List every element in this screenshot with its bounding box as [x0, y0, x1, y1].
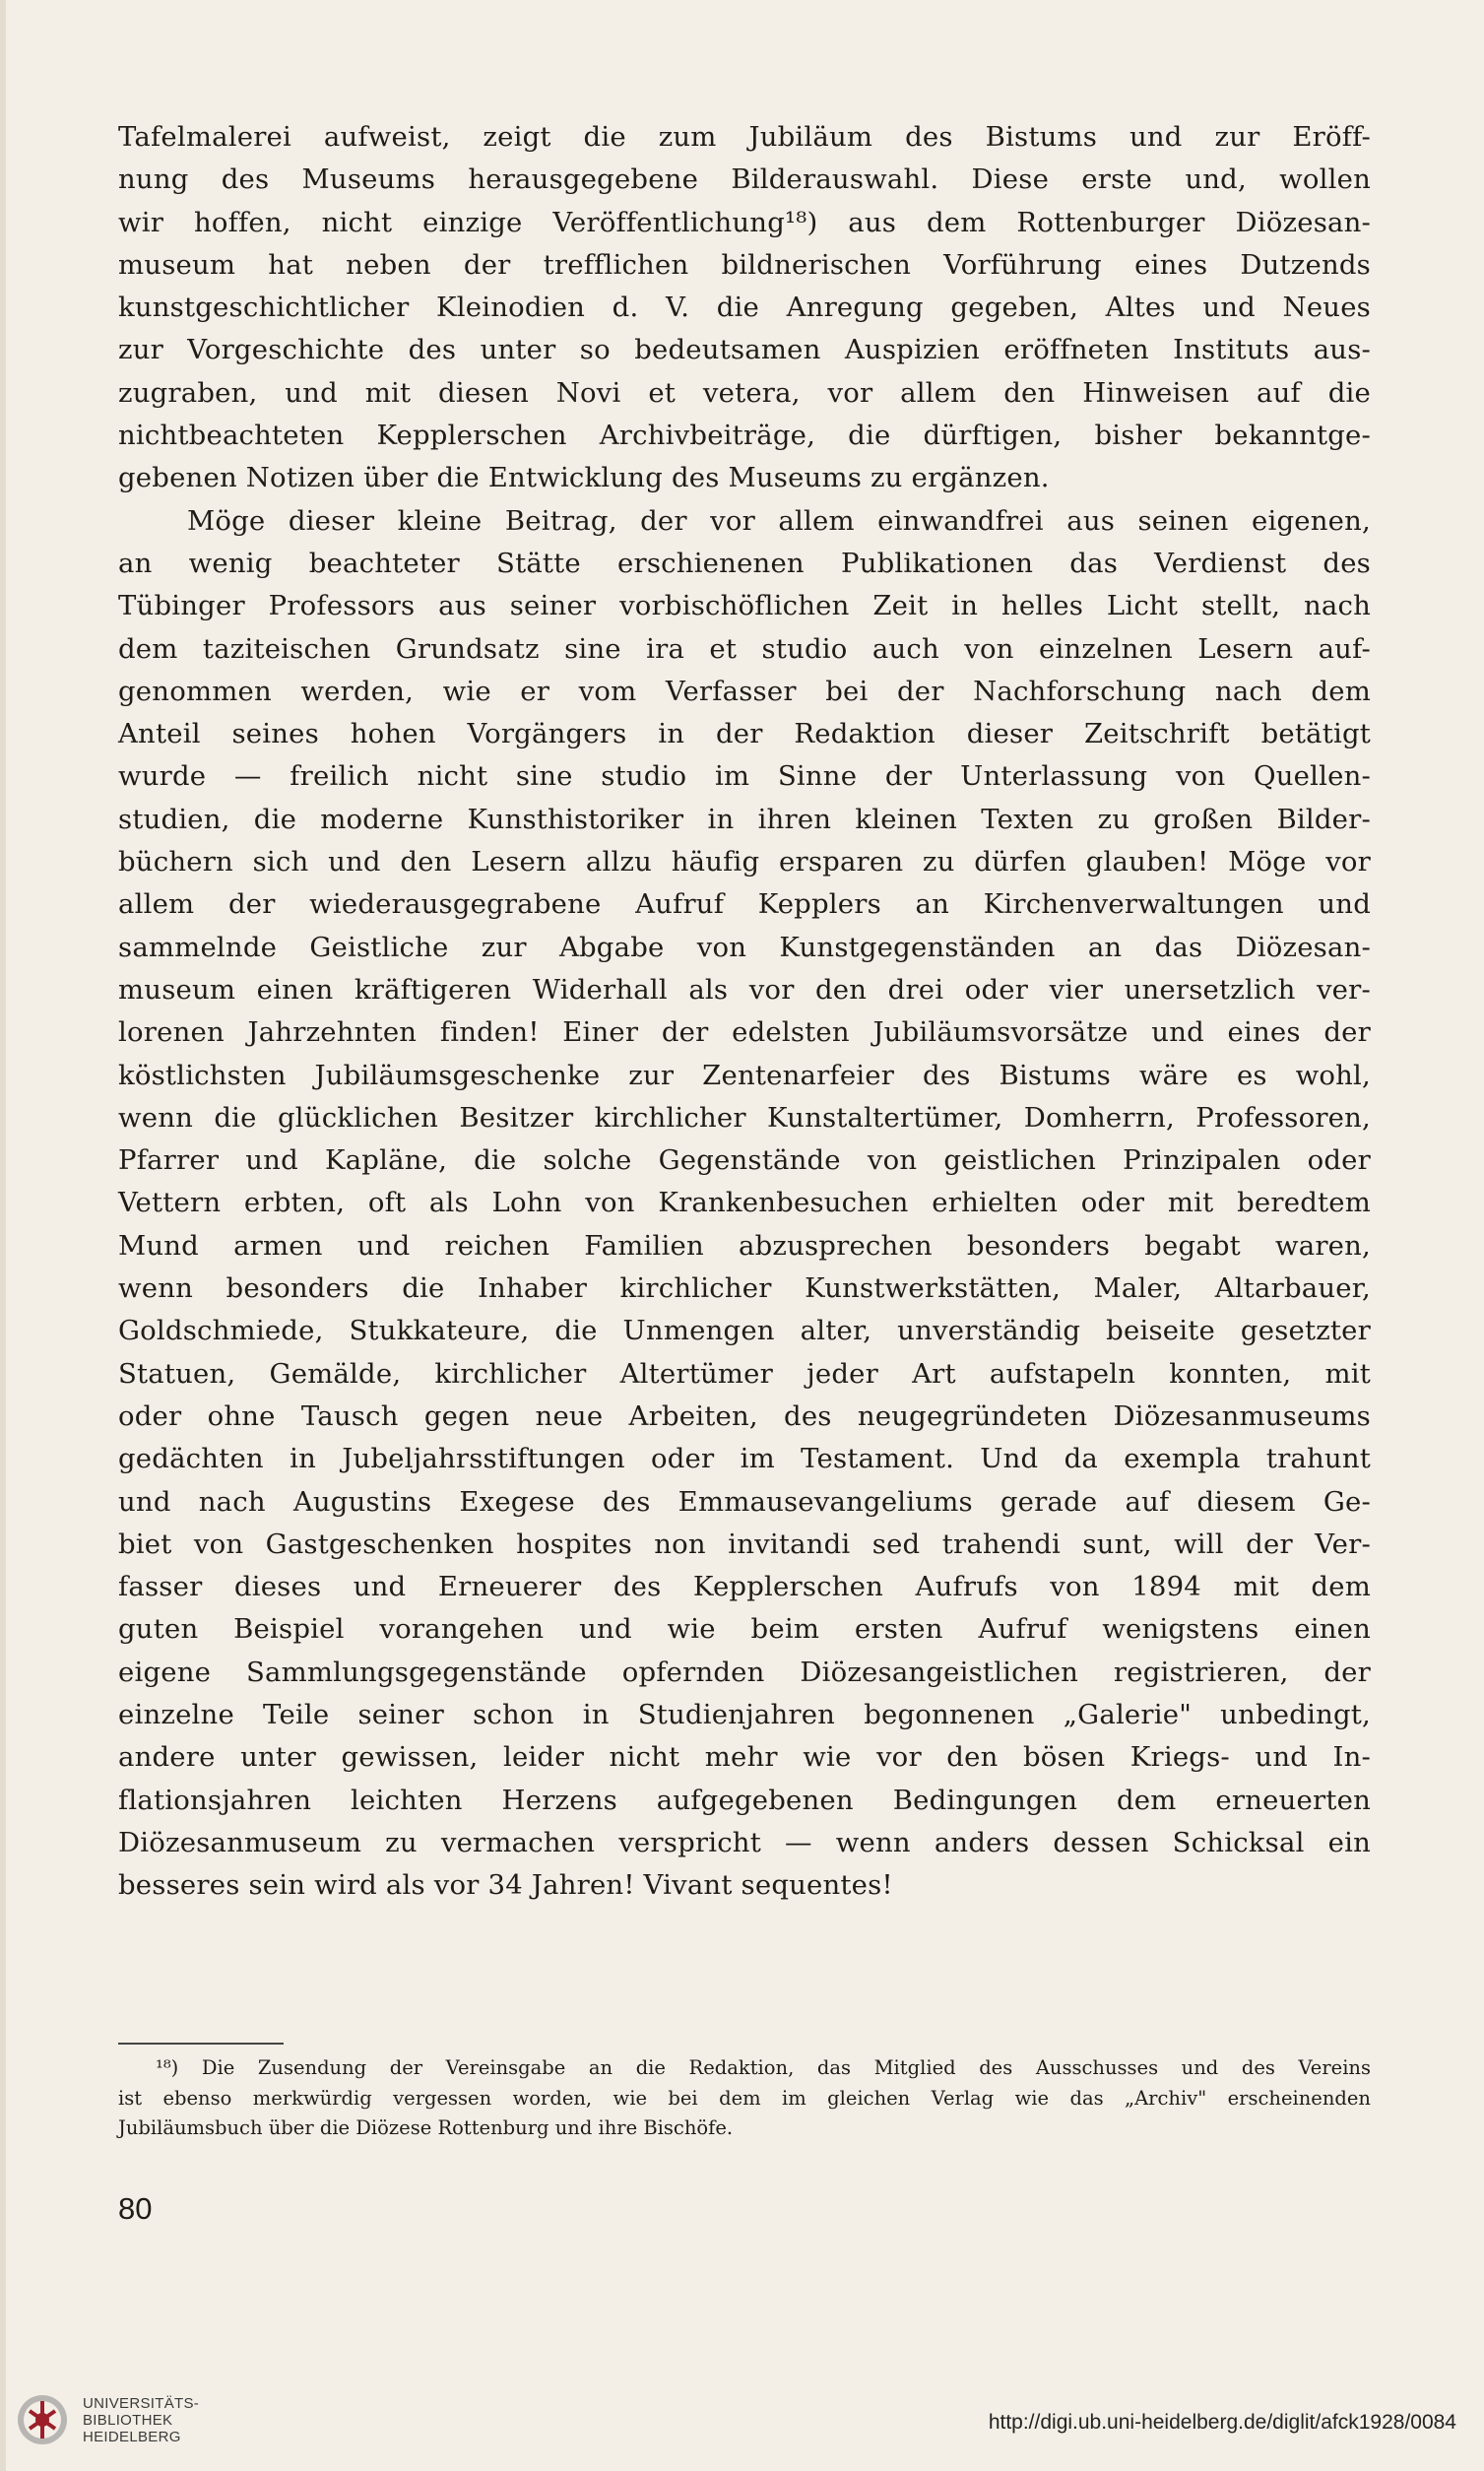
text-line: einzelne Teile seiner schon in Studienjahren begonnenen „Galerie" unbedingt, — [118, 1698, 1371, 1730]
text-line: büchern sich und den Lesern allzu häufig ersparen zu dürfen glauben! Möge vor — [118, 846, 1371, 878]
text-line: flationsjahren leichten Herzens aufgegebenen Bedingungen dem erneuerten — [118, 1784, 1371, 1816]
text-line: eigene Sammlungsgegenstände opfernden Diözesangeistlichen registrieren, der — [118, 1656, 1371, 1688]
text-line: genommen werden, wie er vom Verfasser bei der Nachforschung nach dem — [118, 675, 1371, 707]
page-edge — [0, 0, 6, 2471]
text-line: museum einen kräftigeren Widerhall als vor den drei oder vier unersetzlich ver- — [118, 973, 1371, 1006]
text-line: wurde — freilich nicht sine studio im Sinne der Unterlassung von Quellen- — [118, 760, 1371, 793]
text-line: nichtbeachteten Kepplerschen Archivbeiträge, die dürftigen, bisher bekanntge- — [118, 420, 1371, 452]
body-text — [118, 116, 1371, 1907]
text-line: Vettern erbten, oft als Lohn von Krankenbesuchen erhielten oder mit beredtem — [118, 1187, 1371, 1219]
text-line: museum hat neben der trefflichen bildnerischen Vorführung eines Dutzends — [118, 248, 1371, 281]
text-line: biet von Gastgeschenken hospites non invitandi sed trahendi sunt, will der Ver- — [118, 1528, 1371, 1560]
footnote-line: ¹⁸) Die Zusendung der Vereinsgabe an die Redaktion, das Mitglied des Ausschusses und des Vereins — [156, 2056, 1371, 2079]
text-line: dem taziteischen Grundsatz sine ira et studio auch von einzelnen Lesern auf- — [118, 632, 1371, 665]
text-line: studien, die moderne Kunsthistoriker in ihren kleinen Texten zu großen Bilder- — [118, 803, 1371, 835]
library-footer — [0, 2381, 1484, 2471]
text-line: Statuen, Gemälde, kirchlicher Altertümer jeder Art aufstapeln konnten, mit — [118, 1357, 1371, 1390]
footnote-rule — [118, 2043, 284, 2045]
text-line: sammelnde Geistliche zur Abgabe von Kunstgegenständen an das Diözesan- — [118, 931, 1371, 963]
text-line: gedächten in Jubeljahrsstiftungen oder im Testament. Und da exempla trahunt — [118, 1443, 1371, 1475]
library-name — [83, 2395, 199, 2445]
footnote-line: ist ebenso merkwürdig vergessen worden, wie bei dem im gleichen Verlag wie das „Archiv" erscheinenden — [118, 2086, 1371, 2110]
text-line: andere unter gewissen, leider nicht mehr wie vor den bösen Kriegs- und In- — [118, 1741, 1371, 1774]
text-line: Tafelmalerei aufweist, zeigt die zum Jubiläum des Bistums und zur Eröff- — [118, 121, 1371, 153]
text-line: nung des Museums herausgegebene Bilderauswahl. Diese erste und, wollen — [118, 163, 1371, 196]
text-line: Diözesanmuseum zu vermachen verspricht — wenn anders dessen Schicksal ein — [118, 1826, 1371, 1858]
library-name-line: UNIVERSITÄTS- — [83, 2395, 200, 2412]
text-line: wenn die glücklichen Besitzer kirchlicher Kunstaltertümer, Domherrn, Professoren, — [118, 1101, 1371, 1134]
footnote — [118, 2053, 1371, 2144]
text-line: guten Beispiel vorangehen und wie beim ersten Aufruf wenigstens einen — [118, 1613, 1371, 1646]
text-line: zur Vorgeschichte des unter so bedeutsamen Auspizien eröffneten Instituts aus- — [118, 334, 1371, 366]
page-number: 80 — [118, 2191, 153, 2226]
text-line: allem der wiederausgegrabene Aufruf Kepplers an Kirchenverwaltungen und — [118, 888, 1371, 921]
text-line: besseres sein wird als vor 34 Jahren! Vivant sequentes! — [118, 1869, 893, 1902]
library-name-line: BIBLIOTHEK — [83, 2412, 173, 2429]
text-line: Goldschmiede, Stukkateure, die Unmengen alter, unverständig beiseite gesetzter — [118, 1315, 1371, 1347]
library-name-line: HEIDELBERG — [83, 2429, 181, 2445]
text-line: Anteil seines hohen Vorgängers in der Redaktion dieser Zeitschrift betätigt — [118, 718, 1371, 750]
text-line: zugraben, und mit diesen Novi et vetera, vor allem den Hinweisen auf die — [118, 376, 1371, 409]
text-line: Tübinger Professors aus seiner vorbischöflichen Zeit in helles Licht stellt, nach — [118, 590, 1371, 622]
text-line: Pfarrer und Kapläne, die solche Gegenstände von geistlichen Prinzipalen oder — [118, 1144, 1371, 1177]
source-url[interactable]: http://digi.ub.uni-heidelberg.de/diglit/afck1928/0084 — [988, 2411, 1456, 2434]
footnote-line: Jubiläumsbuch über die Diözese Rottenburg und ihre Bischöfe. — [118, 2116, 734, 2139]
text-line: köstlichsten Jubiläumsgeschenke zur Zentenarfeier des Bistums wäre es wohl, — [118, 1059, 1371, 1091]
text-line: kunstgeschichtlicher Kleinodien d. V. die Anregung gegeben, Altes und Neues — [118, 292, 1371, 324]
text-line: an wenig beachteter Stätte erschienenen Publikationen das Verdienst des — [118, 547, 1371, 579]
text-line: fasser dieses und Erneuerer des Kepplerschen Aufrufs von 1894 mit dem — [118, 1571, 1371, 1603]
text-line: wir hoffen, nicht einzige Veröffentlichung¹⁸) aus dem Rottenburger Diözesan- — [118, 206, 1371, 238]
text-line: Möge dieser kleine Beitrag, der vor allem einwandfrei aus seinen eigenen, — [187, 504, 1371, 537]
text-line: wenn besonders die Inhaber kirchlicher Kunstwerkstätten, Maler, Altarbauer, — [118, 1272, 1371, 1305]
university-library-logo-icon — [16, 2393, 69, 2446]
text-line: lorenen Jahrzehnten finden! Einer der edelsten Jubiläumsvorsätze und eines der — [118, 1016, 1371, 1049]
text-line: und nach Augustins Exegese des Emmausevangeliums gerade auf diesem Ge- — [118, 1485, 1371, 1518]
text-line: gebenen Notizen über die Entwicklung des Museums zu ergänzen. — [118, 462, 1050, 494]
text-line: Mund armen und reichen Familien abzusprechen besonders begabt waren, — [118, 1229, 1371, 1262]
text-line: oder ohne Tausch gegen neue Arbeiten, des neugegründeten Diözesanmuseums — [118, 1399, 1371, 1432]
